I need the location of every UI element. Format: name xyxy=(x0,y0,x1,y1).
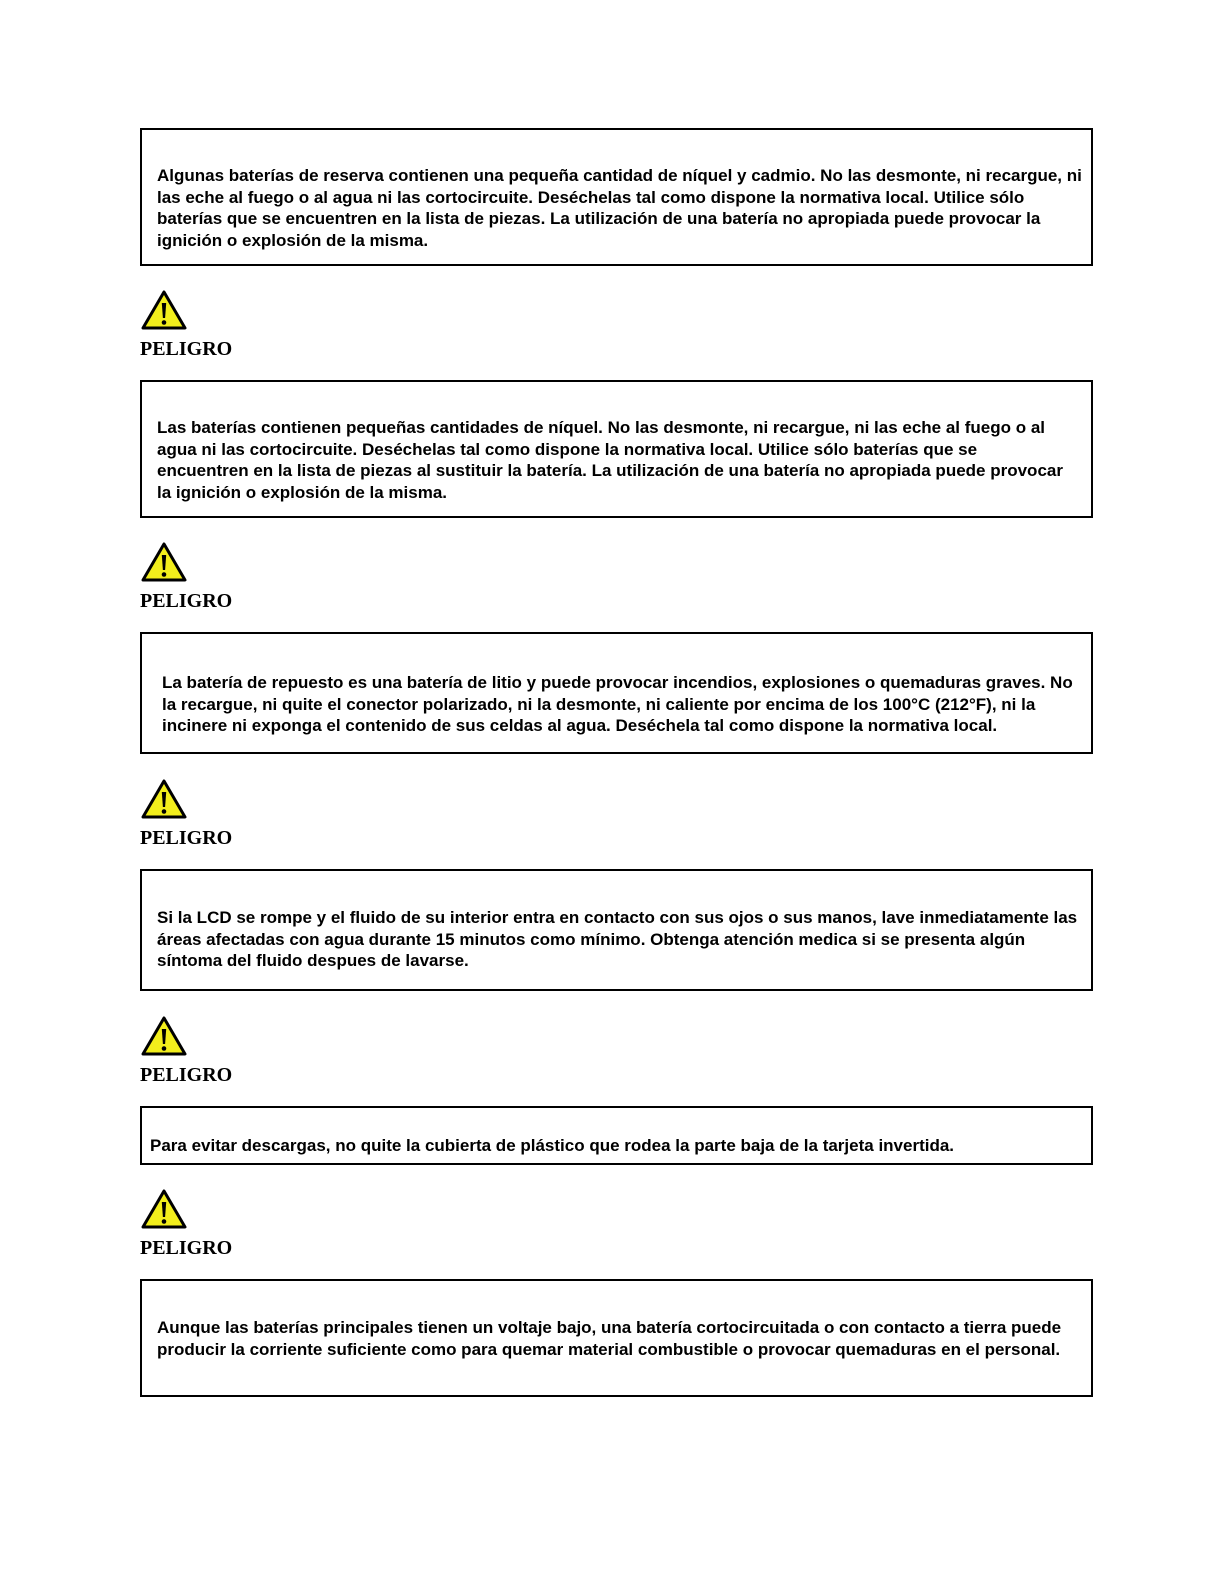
danger-box-6 xyxy=(140,1279,1093,1397)
warning-triangle-icon xyxy=(140,778,188,820)
danger-label: PELIGRO xyxy=(140,590,233,612)
warning-triangle-icon xyxy=(140,1188,188,1230)
danger-box-5 xyxy=(140,1106,1093,1165)
warning-triangle-icon xyxy=(140,1015,188,1057)
danger-text-5: Para evitar descargas, no quite la cubierta de plástico que rodea la parte baja de la tarjeta invertida. xyxy=(150,1136,955,1155)
danger-text-3: La batería de repuesto es una batería de litio y puede provocar incendios, explosiones o quemaduras graves. No la recargue, ni quite el conector polarizado, ni la desmonte, ni caliente por encima de los 100°C (212°F), ni la incinere ni exponga el contenido de sus celdas al agua. Deséchela tal como dispone la normativa local. xyxy=(162,673,1073,735)
danger-label: PELIGRO xyxy=(140,1237,233,1259)
danger-text-2: Las baterías contienen pequeñas cantidades de níquel. No las desmonte, ni recargue, ni las eche al fuego o al agua ni las cortocircuite. Deséchelas tal como dispone la normativa local. Utilice sólo baterías que se encuentren en la lista de piezas al sustituir la batería. La utilización de una batería no apropiada puede provocar la ignición o explosión de la misma. xyxy=(157,418,1063,502)
warning-triangle-icon xyxy=(140,541,188,583)
danger-label: PELIGRO xyxy=(140,338,233,360)
danger-text-6: Aunque las baterías principales tienen un voltaje bajo, una batería cortocircuitada o con contacto a tierra puede producir la corriente suficiente como para quemar material combustible o provocar quemaduras en el personal. xyxy=(157,1318,1062,1359)
danger-box-2 xyxy=(140,380,1093,518)
danger-label: PELIGRO xyxy=(140,1064,233,1086)
danger-box-4 xyxy=(140,869,1093,991)
caution-box-1 xyxy=(140,128,1093,266)
danger-label: PELIGRO xyxy=(140,827,233,849)
danger-text-4: Si la LCD se rompe y el fluido de su interior entra en contacto con sus ojos o sus manos, lave inmediatamente las áreas afectadas con agua durante 15 minutos como mínimo. Obtenga atención medica si se presenta algún síntoma del fluido despues de lavarse. xyxy=(157,908,1078,970)
caution-text-1: Algunas baterías de reserva contienen una pequeña cantidad de níquel y cadmio. No las desmonte, ni recargue, ni las eche al fuego o al agua ni las cortocircuite. Deséchelas tal como dispone la normativa local. Utilice sólo baterías que se encuentren en la lista de piezas. La utilización de una batería no apropiada puede provocar la ignición o explosión de la misma. xyxy=(157,166,1082,250)
danger-box-3 xyxy=(140,632,1093,754)
warning-triangle-icon xyxy=(140,289,188,331)
